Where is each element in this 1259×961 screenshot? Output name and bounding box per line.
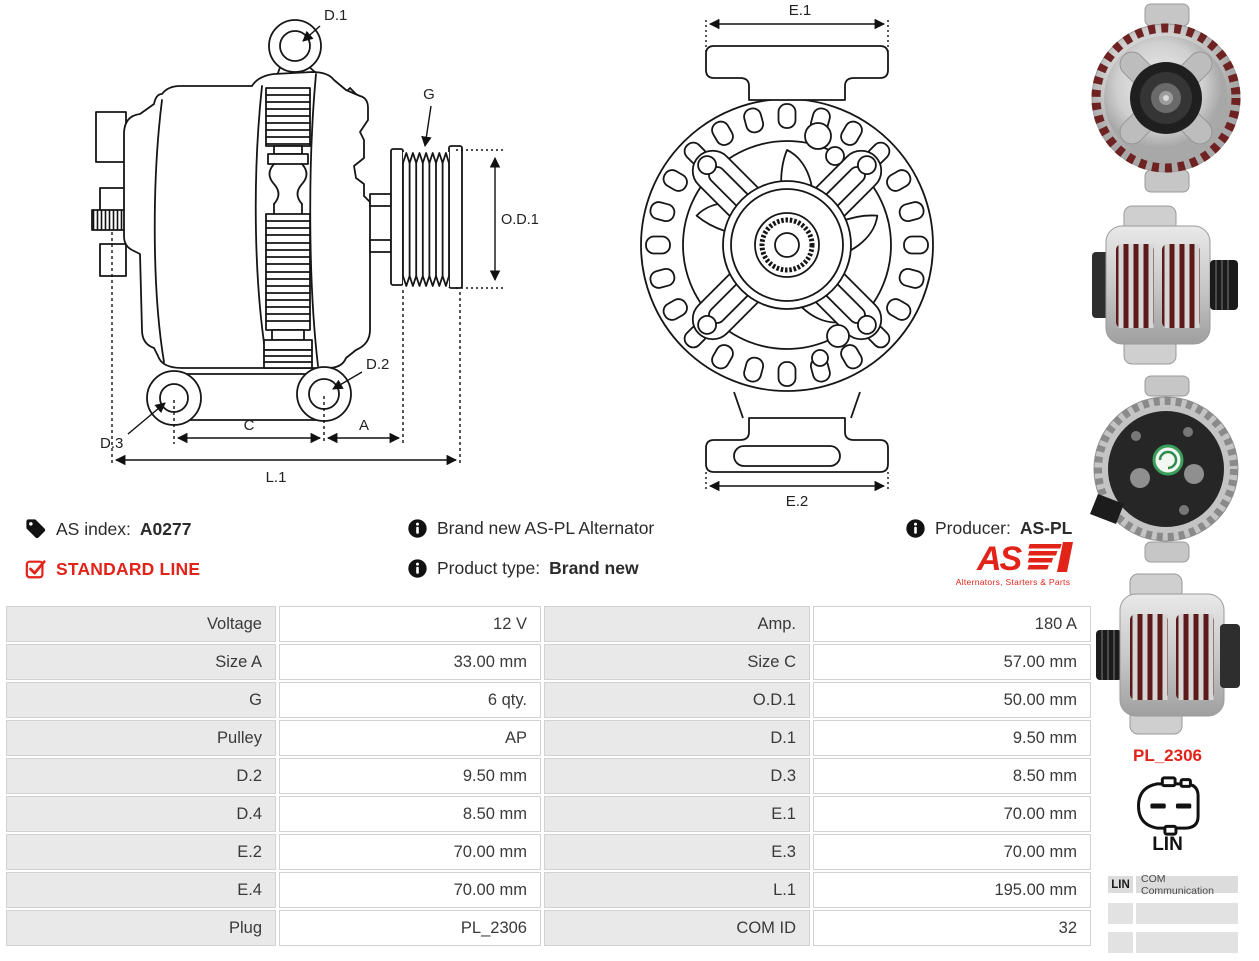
product-photo-rear[interactable]	[1088, 374, 1245, 564]
spec-label: D.3	[544, 758, 810, 794]
spec-label: D.1	[544, 720, 810, 756]
spec-label: D.2	[6, 758, 276, 794]
product-type-value: Brand new	[549, 558, 639, 578]
spec-value: 70.00 mm	[279, 834, 541, 870]
checkbox-checked-icon	[25, 558, 47, 580]
com-table-key	[1108, 903, 1133, 924]
spec-label: O.D.1	[544, 682, 810, 718]
spec-label: D.4	[6, 796, 276, 832]
spec-label: COM ID	[544, 910, 810, 946]
spec-value: 33.00 mm	[279, 644, 541, 680]
producer-value: AS-PL	[1019, 518, 1073, 538]
alternator-front-outline	[641, 46, 933, 472]
plug-pin-label: LIN	[1152, 834, 1183, 855]
spec-value: 8.50 mm	[279, 796, 541, 832]
standard-line-label: STANDARD LINE	[56, 558, 201, 579]
product-photo-side-left[interactable]	[1090, 566, 1243, 742]
spec-label: E.2	[6, 834, 276, 870]
com-communication-table	[1108, 872, 1238, 961]
spec-value: 57.00 mm	[813, 644, 1091, 680]
tag-icon	[25, 518, 47, 540]
product-photo-front[interactable]	[1088, 2, 1245, 194]
as-pl-logo	[975, 540, 1075, 576]
info-icon	[407, 558, 428, 579]
spec-label: Pulley	[6, 720, 276, 756]
spec-label: Size C	[544, 644, 810, 680]
spec-value: 180 A	[813, 606, 1091, 642]
dim-label-a: A	[358, 417, 370, 434]
spec-value: 9.50 mm	[279, 758, 541, 794]
brand-new-line	[407, 518, 654, 539]
spec-value: 70.00 mm	[279, 872, 541, 908]
dim-label-e2: E.2	[785, 493, 809, 510]
spec-label: L.1	[544, 872, 810, 908]
spec-value: 6 qty.	[279, 682, 541, 718]
spec-value: 70.00 mm	[813, 834, 1091, 870]
spec-value: 12 V	[279, 606, 541, 642]
dim-label-l1: L.1	[265, 469, 287, 486]
spec-value: 9.50 mm	[813, 720, 1091, 756]
com-table-row	[1108, 932, 1238, 953]
spec-label: Plug	[6, 910, 276, 946]
logo-text: AS	[977, 540, 1021, 576]
plug-connector-icon	[1130, 776, 1210, 836]
com-table-key	[1108, 932, 1133, 953]
spec-label: Voltage	[6, 606, 276, 642]
product-photo-side-right[interactable]	[1090, 200, 1243, 370]
producer-line	[905, 518, 1072, 539]
spec-label: E.4	[6, 872, 276, 908]
brand-new-text: Brand new AS-PL Alternator	[437, 518, 655, 538]
dim-label-c: C	[243, 417, 255, 434]
com-table-row	[1108, 872, 1238, 897]
plug-code: PL_2306	[1133, 746, 1202, 765]
info-icon	[407, 518, 428, 539]
dim-label-d1: D.1	[324, 7, 348, 24]
dim-label-od1: O.D.1	[501, 212, 539, 228]
dim-label-d3: D.3	[100, 435, 124, 452]
spec-label: Size A	[6, 644, 276, 680]
as-index-value: A0277	[139, 518, 192, 539]
logo-tagline: Alternators, Starters & Parts	[955, 577, 1071, 587]
spec-label: Amp.	[544, 606, 810, 642]
spec-label: E.3	[544, 834, 810, 870]
dim-label-d2: D.2	[366, 356, 390, 373]
spec-value: PL_2306	[279, 910, 541, 946]
product-type-line	[407, 558, 639, 579]
front-view-diagram	[622, 0, 952, 512]
spec-table	[6, 606, 1088, 946]
spec-value: AP	[279, 720, 541, 756]
alternator-side-outline	[92, 20, 462, 425]
as-index-label: AS index:	[56, 518, 131, 539]
producer-label: Producer:	[935, 518, 1011, 538]
spec-value: 70.00 mm	[813, 796, 1091, 832]
dim-label-e1: E.1	[788, 2, 812, 19]
dim-label-g: G	[423, 86, 435, 103]
info-icon	[905, 518, 926, 539]
product-type-label: Product type:	[437, 558, 541, 578]
standard-line	[25, 558, 200, 580]
spec-label: E.1	[544, 796, 810, 832]
com-table-value: COM Communication	[1136, 876, 1238, 893]
as-index-line	[25, 518, 191, 540]
spec-value: 195.00 mm	[813, 872, 1091, 908]
com-table-row	[1108, 903, 1238, 924]
com-table-key: LIN	[1108, 876, 1133, 893]
spec-value: 32	[813, 910, 1091, 946]
spec-value: 8.50 mm	[813, 758, 1091, 794]
spec-value: 50.00 mm	[813, 682, 1091, 718]
spec-label: G	[6, 682, 276, 718]
com-table-value	[1136, 903, 1238, 924]
side-view-diagram	[12, 0, 557, 500]
com-table-value	[1136, 932, 1238, 953]
